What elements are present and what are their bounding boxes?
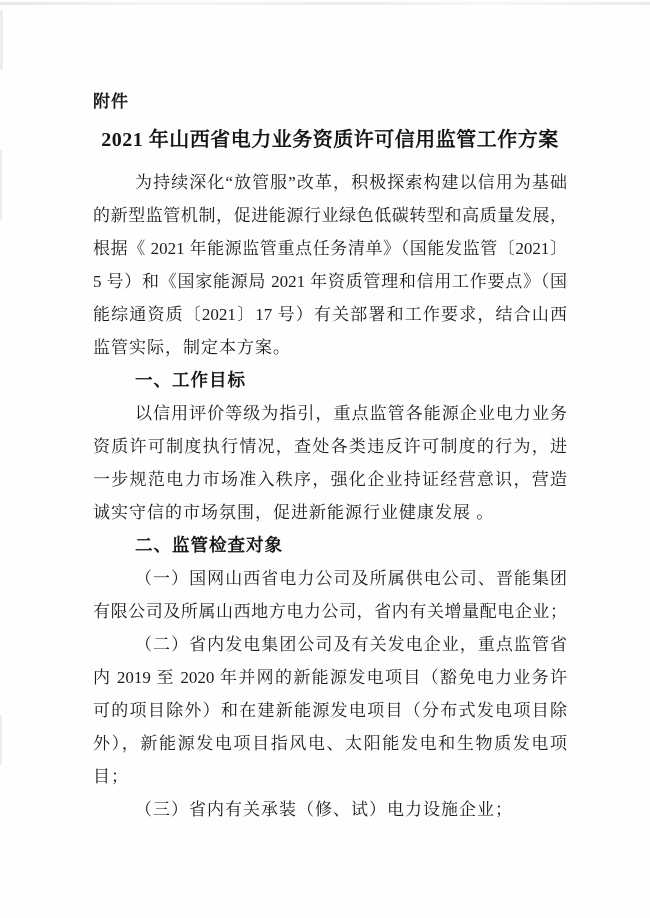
section-heading: 二、监管检查对象: [135, 535, 283, 555]
document-line: 可的项目除外）和在建新能源发电项目（分布式发电项目除: [93, 701, 567, 720]
scan-artifact-left-mark: [0, 150, 2, 220]
document-line: 目；: [93, 767, 129, 786]
document-line: 诚实守信的市场氛围，促进新能源行业健康发展 。: [93, 503, 495, 522]
document-line: 监管实际，制定本方案。: [93, 338, 291, 357]
document-line: 内 2019 至 2020 年并网的新能源发电项目（豁免电力业务许: [93, 668, 567, 687]
document-body: [93, 166, 567, 826]
document-line: （二）省内发电集团公司及有关发电企业，重点监管省: [135, 635, 567, 654]
scan-artifact-left-mark: [0, 10, 3, 70]
scan-artifact-left-mark: [0, 715, 2, 765]
document-line: （一）国网山西省电力公司及所属供电公司、晋能集团: [135, 569, 567, 588]
document-line: 5 号）和《国家能源局 2021 年资质管理和信用工作要点》（国: [93, 272, 567, 291]
document-line: 为持续深化“放管服”改革，积极探索构建以信用为基础: [135, 173, 567, 192]
document-line: 根据《 2021 年能源监管重点任务清单》（国能发监管〔2021〕: [93, 239, 567, 258]
section-heading: 一、工作目标: [135, 370, 246, 390]
document-title: 2021 年山西省电力业务资质许可信用监管工作方案: [101, 129, 559, 151]
document-line: 的新型监管机制，促进能源行业绿色低碳转型和高质量发展，: [93, 206, 567, 225]
document-line: 外），新能源发电项目指风电、太阳能发电和生物质发电项: [93, 734, 567, 753]
document-line: 有限公司及所属山西地方电力公司，省内有关增量配电企业；: [93, 602, 567, 621]
document-content: [93, 86, 567, 826]
scan-artifact-top-edge: [0, 2, 650, 5]
document-line: 一步规范电力市场准入秩序，强化企业持证经营意识，营造: [93, 470, 567, 489]
document-line: 资质许可制度执行情况，查处各类违反许可制度的行为，进: [93, 437, 567, 456]
document-line: （三）省内有关承装（修、试）电力设施企业；: [135, 800, 513, 819]
attachment-label: 附件: [93, 92, 129, 111]
document-line: 以信用评价等级为指引，重点监管各能源企业电力业务: [135, 404, 567, 423]
document-line: 能综通资质〔2021〕17 号）有关部署和工作要求，结合山西: [93, 305, 567, 324]
